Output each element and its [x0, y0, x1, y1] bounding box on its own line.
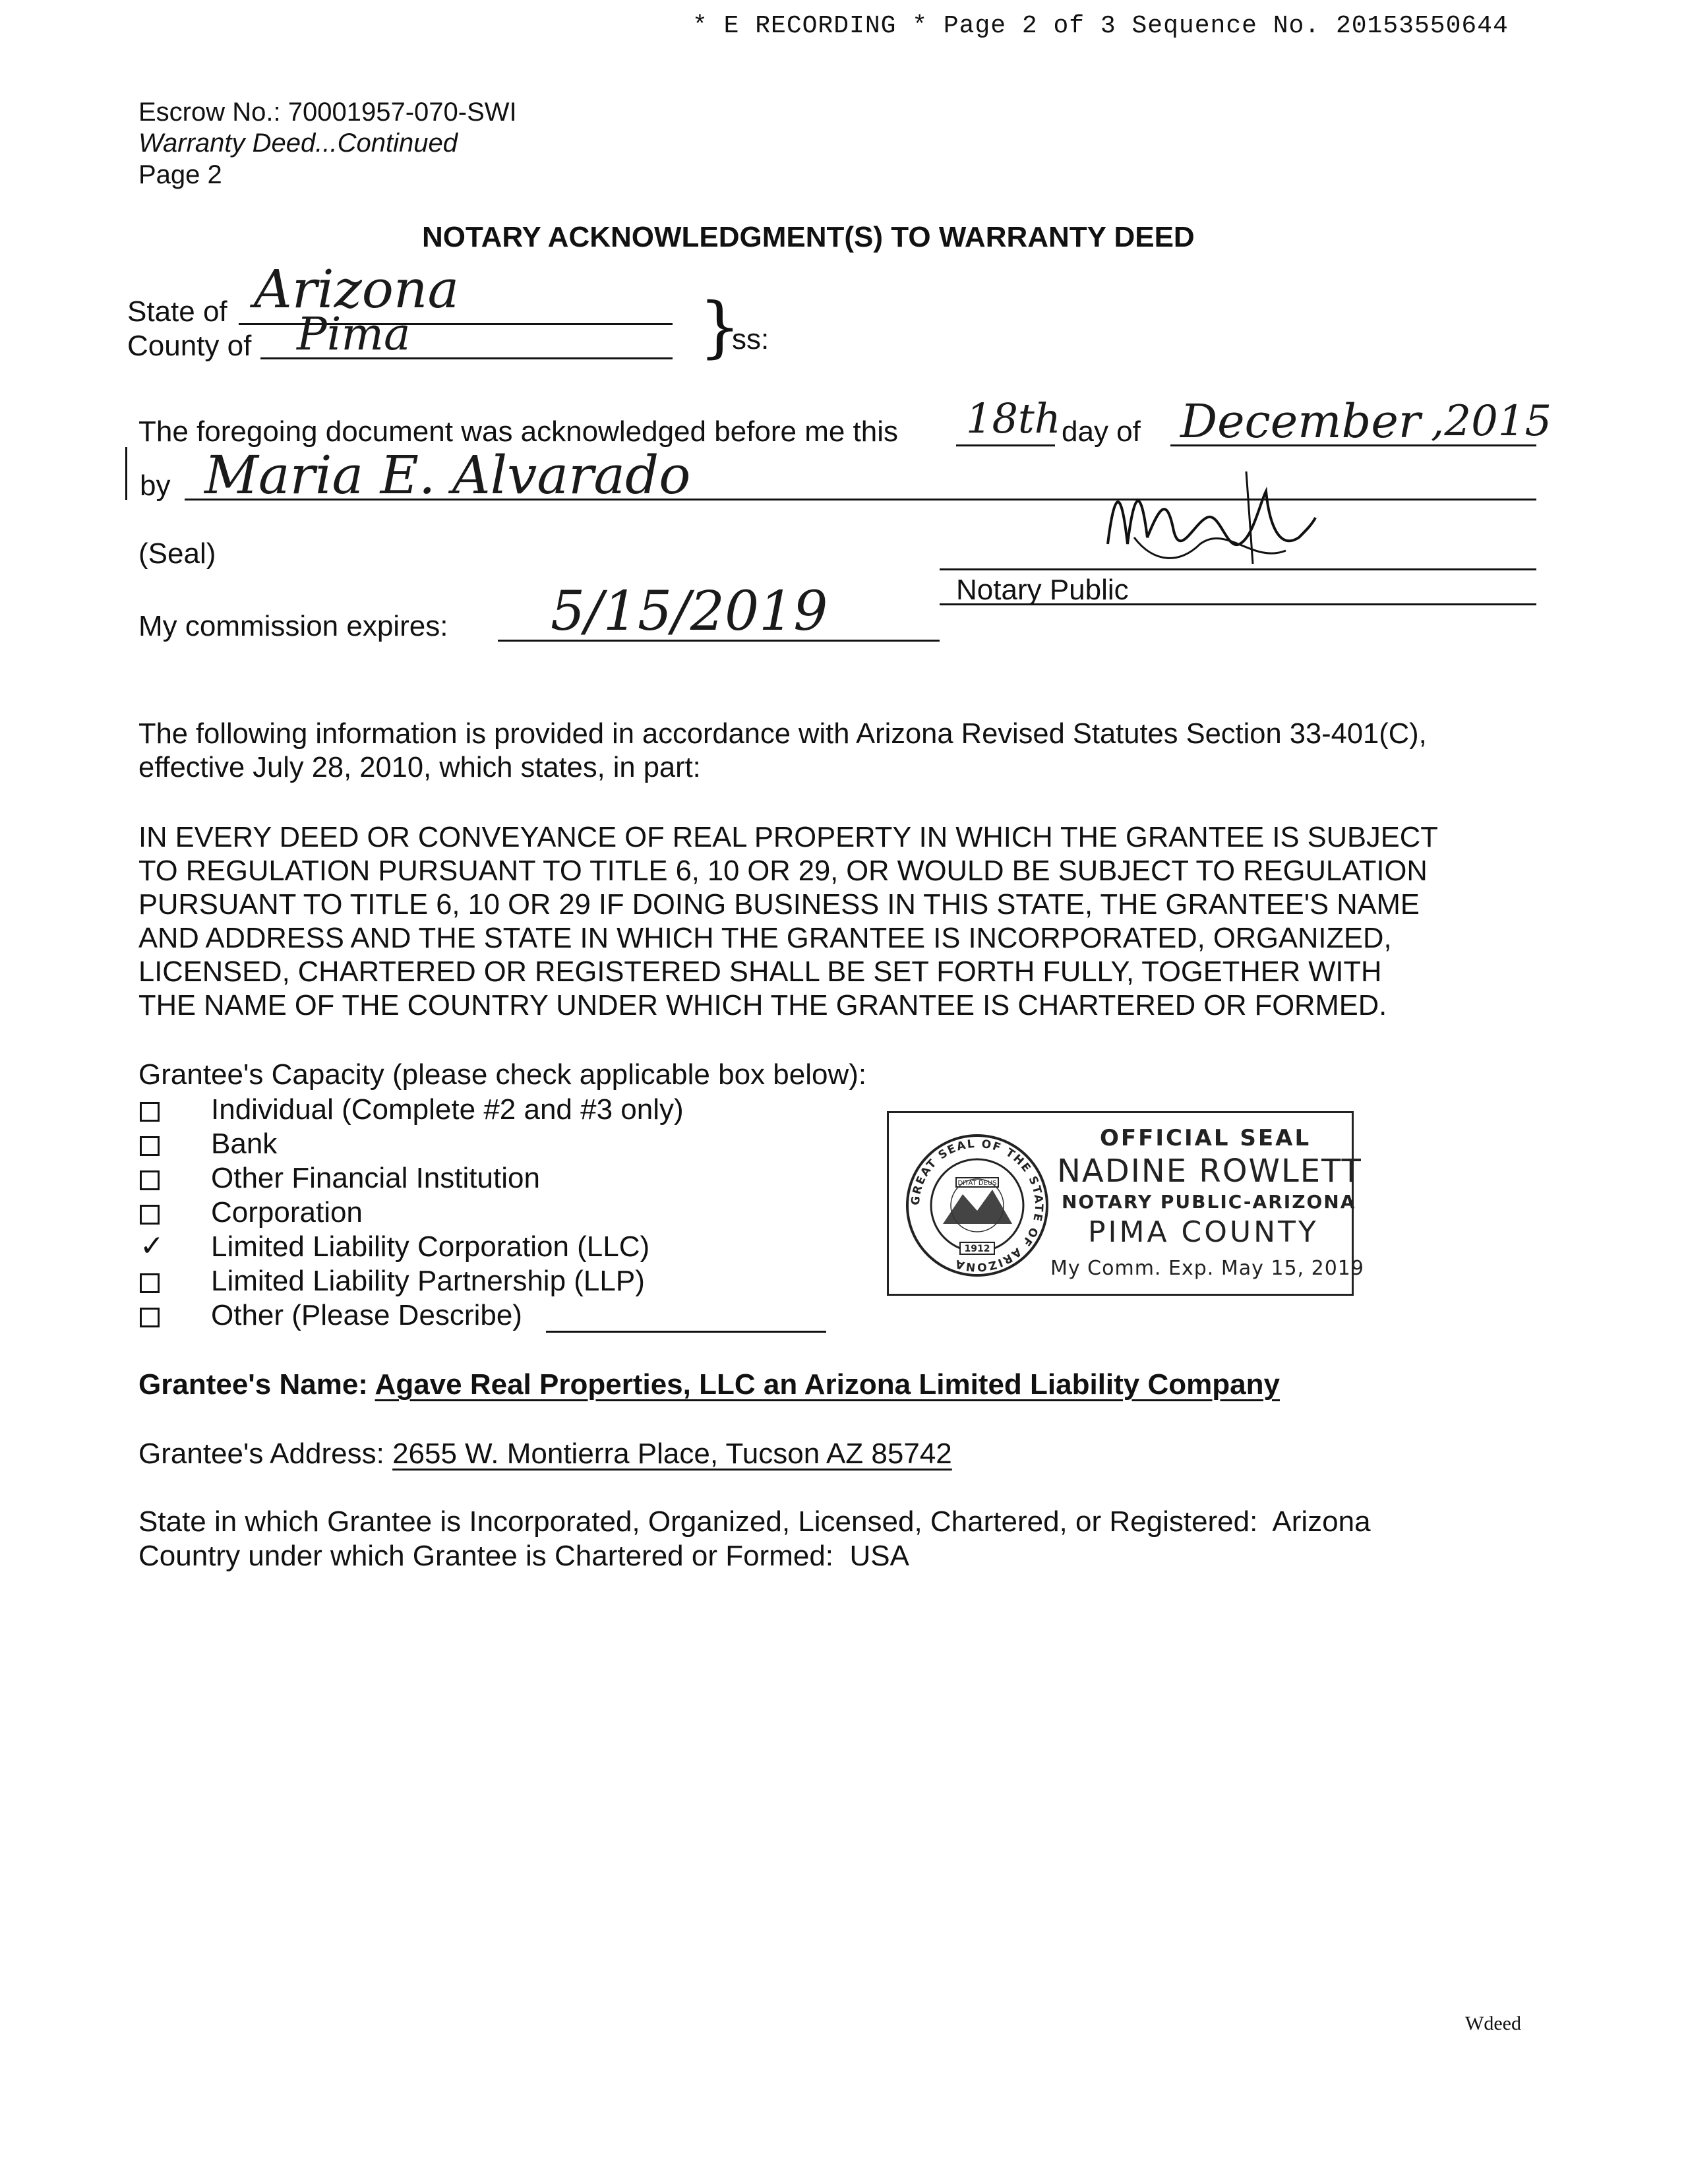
grantee-address-label: Grantee's Address: [138, 1438, 384, 1470]
grantee-state-row [138, 1505, 1371, 1538]
quote-line: THE NAME OF THE COUNTRY UNDER WHICH THE GRANTEE IS CHARTERED OR FORMED. [138, 990, 1387, 1021]
grantee-name-row [138, 1368, 1280, 1401]
grantee-country-row [138, 1540, 909, 1573]
statute-paragraph [138, 717, 1427, 785]
seal-notary-name: NADINE ROWLETT [1057, 1153, 1362, 1190]
grantee-address-value: 2655 W. Montierra Place, Tucson AZ 85742 [392, 1438, 952, 1470]
seal-year: 1912 [964, 1244, 990, 1254]
seal-label: (Seal) [138, 537, 216, 570]
seal-official: OFFICIAL SEAL [1100, 1125, 1311, 1151]
option-label: Corporation [211, 1196, 363, 1228]
ss-label: ss: [732, 323, 769, 355]
quote-line: AND ADDRESS AND THE STATE IN WHICH THE GRANTEE IS INCORPORATED, ORGANIZED, [138, 923, 1392, 954]
capacity-option-financial[interactable] [140, 1162, 540, 1195]
option-label: Limited Liability Partnership (LLP) [211, 1265, 645, 1297]
check-mark-icon[interactable]: ✓ [140, 1229, 164, 1263]
county-label: County of [127, 330, 252, 362]
capacity-option-corporation[interactable] [140, 1196, 363, 1229]
day-value: 18th [966, 394, 1061, 442]
notary-title-line [940, 603, 1536, 605]
continued-line: Warranty Deed...Continued [138, 129, 458, 158]
seal-county: PIMA COUNTY [1088, 1215, 1319, 1249]
seal-motto: DITAT DEUS [957, 1180, 997, 1187]
state-value: Arizona [254, 258, 460, 320]
grantee-state-label: State in which Grantee is Incorporated, Organized, Licensed, Chartered, or Registered: [138, 1505, 1258, 1538]
notary-public-label: Notary Public [956, 574, 1129, 606]
checkbox[interactable] [140, 1273, 160, 1293]
grantee-name-value: Agave Real Properties, LLC an Arizona Limited Liability Company [375, 1368, 1280, 1401]
seal-expiration: My Comm. Exp. May 15, 2019 [1050, 1257, 1364, 1280]
escrow-label: Escrow No.: [138, 98, 281, 127]
notary-seal-stamp [887, 1111, 1364, 1296]
page-title: NOTARY ACKNOWLEDGMENT(S) TO WARRANTY DEED [422, 221, 1195, 253]
month-value: December [1180, 394, 1421, 448]
quote-line: PURSUANT TO TITLE 6, 10 OR 29 IF DOING BUSINESS IN THIS STATE, THE GRANTEE'S NAME [138, 889, 1420, 921]
escrow-line [138, 98, 517, 127]
checkbox[interactable] [140, 1136, 160, 1156]
by-value: Maria E. Alvarado [204, 444, 691, 506]
option-label: Bank [211, 1128, 278, 1160]
grantee-name-label: Grantee's Name: [138, 1368, 368, 1401]
other-describe-line [546, 1331, 826, 1333]
state-seal-emblem [903, 1132, 1051, 1279]
state-label: State of [127, 295, 227, 328]
option-label: Limited Liability Corporation (LLC) [211, 1230, 650, 1263]
capacity-option-llp[interactable] [140, 1265, 645, 1298]
quote-line: LICENSED, CHARTERED OR REGISTERED SHALL BE SET FORTH FULLY, TOGETHER WITH [138, 956, 1382, 988]
brace: } [699, 288, 741, 365]
capacity-option-other[interactable] [140, 1299, 522, 1332]
grantee-state-value: Arizona [1272, 1505, 1371, 1538]
checkbox[interactable] [140, 1205, 160, 1225]
commission-label: My commission expires: [138, 610, 448, 642]
form-code: Wdeed [1465, 2013, 1521, 2034]
county-value: Pima [297, 309, 411, 361]
day-of-label: day of [1062, 415, 1141, 448]
grantee-address-row [138, 1438, 952, 1471]
margin-bar [125, 447, 127, 500]
option-label: Other (Please Describe) [211, 1299, 522, 1331]
page-number: Page 2 [138, 160, 222, 189]
grantee-country-label: Country under which Grantee is Chartered or Formed: [138, 1540, 834, 1572]
recording-header: * E RECORDING * Page 2 of 3 Sequence No. 20153550644 [692, 12, 1509, 40]
acknowledgment-text: The foregoing document was acknowledged before me this [138, 415, 899, 448]
checkbox[interactable] [140, 1308, 160, 1327]
capacity-option-bank[interactable] [140, 1128, 278, 1161]
capacity-option-individual[interactable] [140, 1093, 684, 1126]
escrow-number: 70001957-070-SWI [287, 98, 517, 127]
capacity-option-llc[interactable] [140, 1229, 650, 1263]
statute-line: effective July 28, 2010, which states, in part: [138, 752, 701, 783]
checkbox[interactable] [140, 1170, 160, 1190]
notary-signature [1095, 465, 1319, 584]
statute-line: The following information is provided in accordance with Arizona Revised Statutes Section 33-401(C), [138, 718, 1427, 750]
commission-value: 5/15/2019 [551, 580, 828, 643]
checkbox[interactable] [140, 1102, 160, 1122]
year-value: ,2015 [1431, 397, 1552, 446]
statute-quote [138, 821, 1438, 1023]
grantee-country-value: USA [849, 1540, 909, 1572]
option-label: Individual (Complete #2 and #3 only) [211, 1093, 684, 1126]
quote-line: IN EVERY DEED OR CONVEYANCE OF REAL PROPERTY IN WHICH THE GRANTEE IS SUBJECT [138, 822, 1438, 853]
option-label: Other Financial Institution [211, 1162, 540, 1194]
capacity-heading: Grantee's Capacity (please check applicable box below): [138, 1058, 867, 1091]
seal-notary-public: NOTARY PUBLIC-ARIZONA [1062, 1191, 1356, 1213]
seal-ring-text: GREAT SEAL OF THE STATE OF ARIZONA [909, 1137, 1046, 1274]
by-label: by [140, 470, 171, 502]
day-underline [956, 444, 1055, 446]
quote-line: TO REGULATION PURSUANT TO TITLE 6, 10 OR 29, OR WOULD BE SUBJECT TO REGULATION [138, 855, 1428, 887]
